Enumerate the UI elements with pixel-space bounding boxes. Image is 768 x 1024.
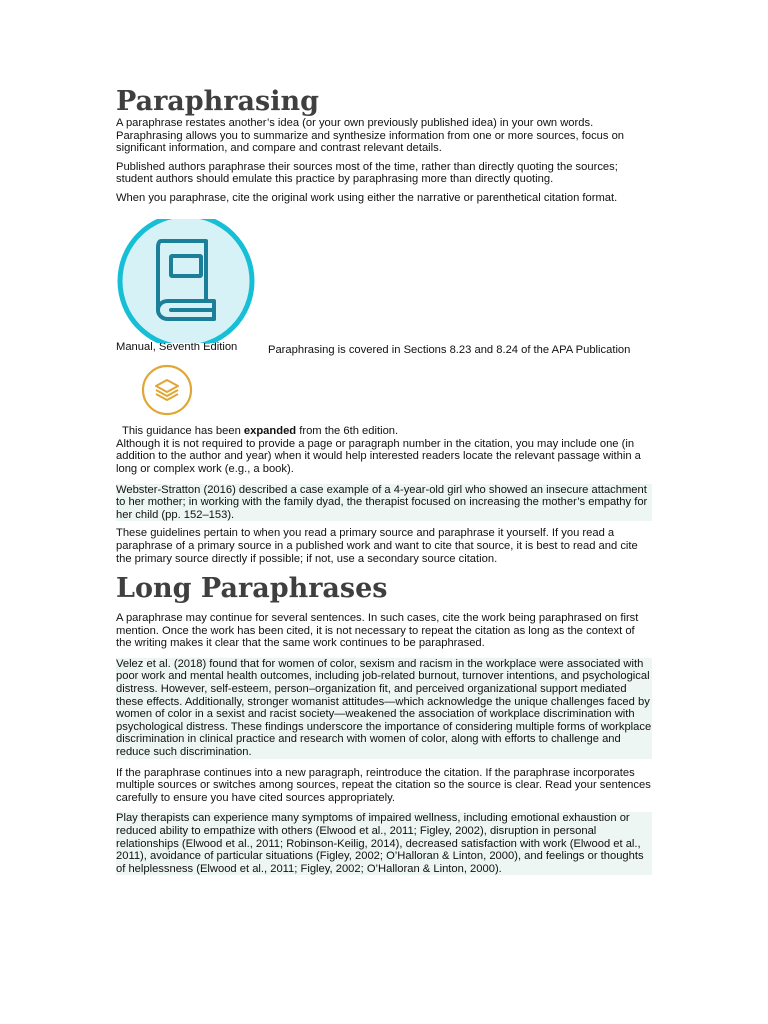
layers-icon-container: [140, 363, 194, 417]
long-paraphrase-paragraph-1: A paraphrase may continue for several sentences. In such cases, cite the work being paraphrased on first mention. Once the work has been cited, it is not necessary to repeat the citation as long as the context of the writing makes it clear that the same work continues to be paraphrased.: [116, 612, 639, 650]
example-velez: Velez et al. (2018) found that for women of color, sexism and racism in the workplace were associated with poor work and mental health outcomes, including job-related burnout, turnover intentions, and psychological distress. However, self-esteem, person–organization fit, and perceived organizational support mediated these effects. Additionally, stronger womanist attitudes—which acknowledge the unique challenges faced by women of color in a sexist and racist society—weakened the association of workplace discrimination with psychological distress. These findings underscore the importance of considering multiple forms of workplace discrimination in clinical practice and research with women of color, along with efforts to challenge and reduce such discrimination.: [116, 657, 652, 759]
layers-icon: [140, 363, 194, 417]
expanded-note-bold: expanded: [243, 425, 297, 438]
expanded-note: [116, 425, 652, 438]
book-icon-container: [116, 219, 256, 343]
page-number-paragraph: Although it is not required to provide a page or paragraph number in the citation, you may include one (in addition to the author and year) when it would help interested readers locate the relevant passage within a long or complex work (e.g., a book).: [116, 437, 641, 475]
example-webster-stratton: Webster-Stratton (2016) described a case example of a 4-year-old girl who showed an insecure attachment to her mother; in working with the family dyad, the therapist focused on increasing the mother’s empathy for her child (pp. 152–153).: [116, 484, 652, 522]
long-paraphrase-paragraph-2: If the paraphrase continues into a new paragraph, reintroduce the citation. If the paraphrase incorporates multiple sources or switches among sources, repeat the citation so the source is clear. Read your sentences carefully to ensure you have cited sources appropriately.: [116, 766, 651, 804]
primary-source-paragraph: These guidelines pertain to when you read a primary source and paraphrase it yourself. If you read a paraphrase of a primary source in a published work and want to cite that source, it is best to read and cite the primary source directly if possible; if not, use a secondary source citation.: [116, 527, 638, 565]
heading-paraphrasing: Paraphrasing: [116, 86, 319, 117]
expanded-note-pre: This guidance has been: [122, 425, 244, 438]
intro-paragraph-3: When you paraphrase, cite the original work using either the narrative or parenthetical citation format.: [116, 191, 618, 204]
intro-paragraph-1: A paraphrase restates another’s idea (or your own previously published idea) in your own words. Paraphrasing allows you to summarize and synthesize information from one or more sources, focus on significant information, and compare and contrast relevant details.: [116, 117, 625, 155]
book-icon: [116, 219, 256, 343]
document-page: [116, 86, 652, 875]
example-play-therapists: Play therapists can experience many symptoms of impaired wellness, including emotional exhaustion or reduced ability to empathize with others (Elwood et al., 2011; Figley, 2002), disruption in personal relationships (Elwood et al., 2011; Robinson-Keilig, 2014), decreased satisfaction with work (Elwood et al., 2011), avoidance of particular situations (Figley, 2002; O’Halloran & Linton, 2000), and feelings or thoughts of helplessness (Elwood et al., 2011; Figley, 2002; O’Halloran & Linton, 2000).: [116, 812, 652, 875]
heading-long-paraphrases: Long Paraphrases: [116, 573, 388, 605]
intro-paragraph-2: Published authors paraphrase their sources most of the time, rather than directly quoting the sources; student authors should emulate this practice by paraphrasing more than directly quoting.: [116, 160, 618, 186]
caption-part-1: Paraphrasing is covered in Sections 8.23 and 8.24 of the APA Publication: [268, 344, 631, 356]
expanded-note-post: from the 6th edition.: [296, 425, 399, 438]
caption-part-2: Manual, Seventh Edition: [116, 340, 238, 353]
